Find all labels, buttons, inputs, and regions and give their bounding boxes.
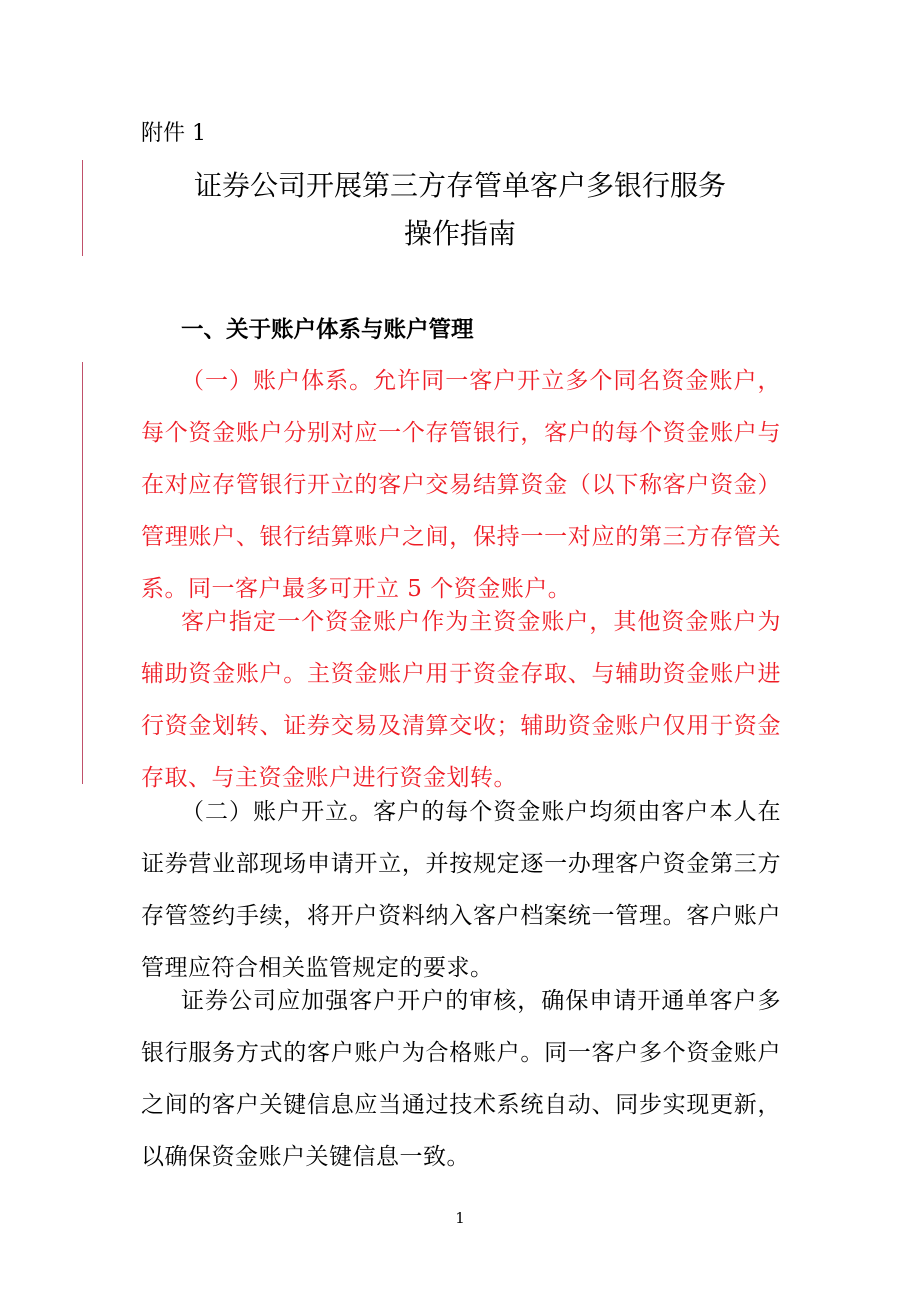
attachment-label: 附件 1 [141,121,206,146]
revision-change-bar-section [82,362,83,784]
document-title-line2: 操作指南 [403,217,516,250]
section-heading-account-management: 一、关于账户体系与账户管理 [181,317,474,343]
document-title-line1: 证券公司开展第三方存管单客户多银行服务 [193,169,726,202]
paragraph-account-system: （一）账户体系。允许同一客户开立多个同名资金账户，每个资金账户分别对应一个存管银行，客户的每个资金账户与在对应存管银行开立的客户交易结算资金（以下称客户资金）管理账户、银行结算账户之间，保持一一对应的第三方存管关系。同一客户最多可开立 5 个资金账户。 [141,368,781,602]
paragraph-account-opening: （二）账户开立。客户的每个资金账户均须由客户本人在证券营业部现场申请开立，并按规定逐一办理客户资金第三方存管签约手续，将开户资料纳入客户档案统一管理。客户账户管理应符合相关监管规定的要求。 [141,799,781,981]
paragraph-main-account: 客户指定一个资金账户作为主资金账户，其他资金账户为辅助资金账户。主资金账户用于资金存取、与辅助资金账户进行资金划转、证券交易及清算交收；辅助资金账户仅用于资金存取、与主资金账户进行资金划转。 [141,609,781,791]
page-number: 1 [455,1209,465,1227]
paragraph-account-review: 证券公司应加强客户开户的审核，确保申请开通单客户多银行服务方式的客户账户为合格账户。同一客户多个资金账户之间的客户关键信息应当通过技术系统自动、同步实现更新，以确保资金账户关键信息一致。 [141,988,781,1170]
